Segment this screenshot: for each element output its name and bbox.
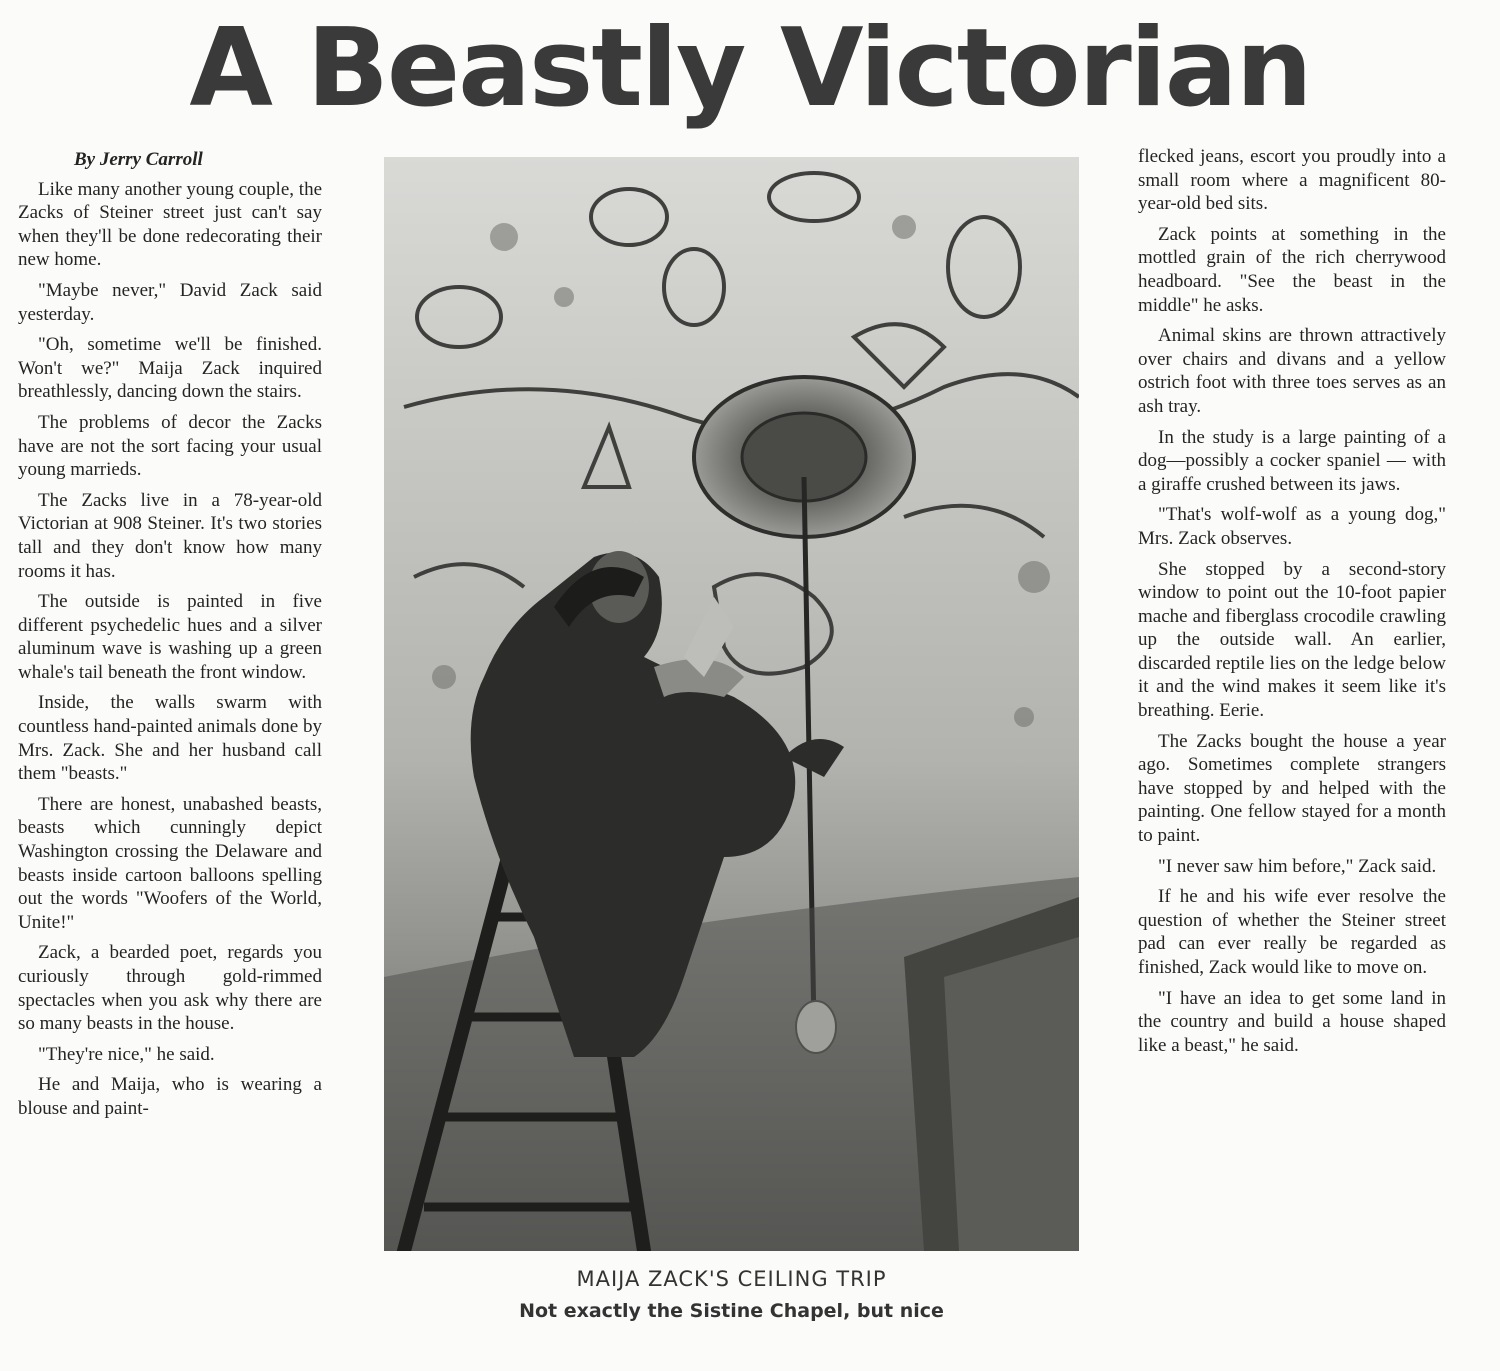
paragraph: "Maybe never," David Zack said yesterday. [18,279,322,325]
paragraph: He and Maija, who is wearing a blouse and paint- [18,1074,322,1119]
paragraph: "I have an idea to get some land in the country and build a house shaped like a beast," he said. [1138,987,1446,1056]
paragraph: The Zacks bought the house a year ago. Sometimes complete strangers have stopped by and helped with the painting. One fellow stayed for a month to paint. [1138,730,1446,847]
paragraph: If he and his wife ever resolve the question of whether the Steiner street pad can ever really be regarded as finished, Zack would like to move on. [1138,886,1446,978]
article-column-left [18,148,322,1128]
paragraph: "Oh, sometime we'll be finished. Won't we?" Maija Zack inquired breathlessly, dancing down the stairs. [18,334,322,403]
paragraph: Zack, a bearded poet, regards you curiously through gold-rimmed spectacles when you ask why there are so many beasts in the house. [18,942,322,1035]
paragraph: Animal skins are thrown attractively over chairs and divans and a yellow ostrich foot with three toes serves as an ash tray. [1138,325,1446,417]
paragraph: "They're nice," he said. [38,1043,215,1065]
paragraph: Inside, the walls swarm with countless hand-painted animals done by Mrs. Zack. She and her husband call them "beasts." [18,692,322,785]
paragraph: She stopped by a second-story window to point out the 10-foot papier mache and fiberglass crocodile crawling up the outside wall. An earlier, discarded reptile lies on the ledge below it and the wind makes it seem like it's breathing. Eerie. [1138,558,1446,722]
paragraph: The outside is painted in five different psychedelic hues and a silver aluminum wave is washing up a green whale's tail beneath the front window. [18,591,322,683]
photo-woman-on-ladder-painting-ceiling [384,157,1079,1251]
paragraph: "That's wolf-wolf as a young dog," Mrs. Zack observes. [1138,504,1446,549]
paragraph: There are honest, unabashed beasts, beasts which cunningly depict Washington crossing the Delaware and beasts inside cartoon balloons spelling out the words "Woofers of the World, Unite!" [18,793,322,933]
paragraph: Zack points at something in the mottled grain of the rich cherrywood headboard. "See the beast in the middle" he asks. [1138,223,1446,316]
paragraph-continuation: flecked jeans, escort you proudly into a small room where a magnificent 80-year-old bed sits. [1138,146,1446,215]
paragraph: In the study is a large painting of a dog—possibly a cocker spaniel — with a giraffe crushed between its jaws. [1138,426,1446,495]
photo-caption-title: MAIJA ZACK'S CEILING TRIP [576,1267,887,1291]
article-column-right [1138,145,1446,1064]
headline: A Beastly Victorian [189,6,1311,131]
photo-caption-subtitle: Not exactly the Sistine Chapel, but nice [519,1300,944,1322]
paragraph: The Zacks live in a 78-year-old Victorian at 908 Steiner. It's two stories tall and they don't know how many rooms it has. [18,489,322,582]
paragraph: The problems of decor the Zacks have are not the sort facing your usual young marrieds. [18,411,322,481]
paragraph: Like many another young couple, the Zacks of Steiner street just can't say when they'll be done redecorating their new home. [18,178,322,271]
paragraph: "I never saw him before," Zack said. [1158,855,1437,877]
byline: By Jerry Carroll [74,149,203,170]
